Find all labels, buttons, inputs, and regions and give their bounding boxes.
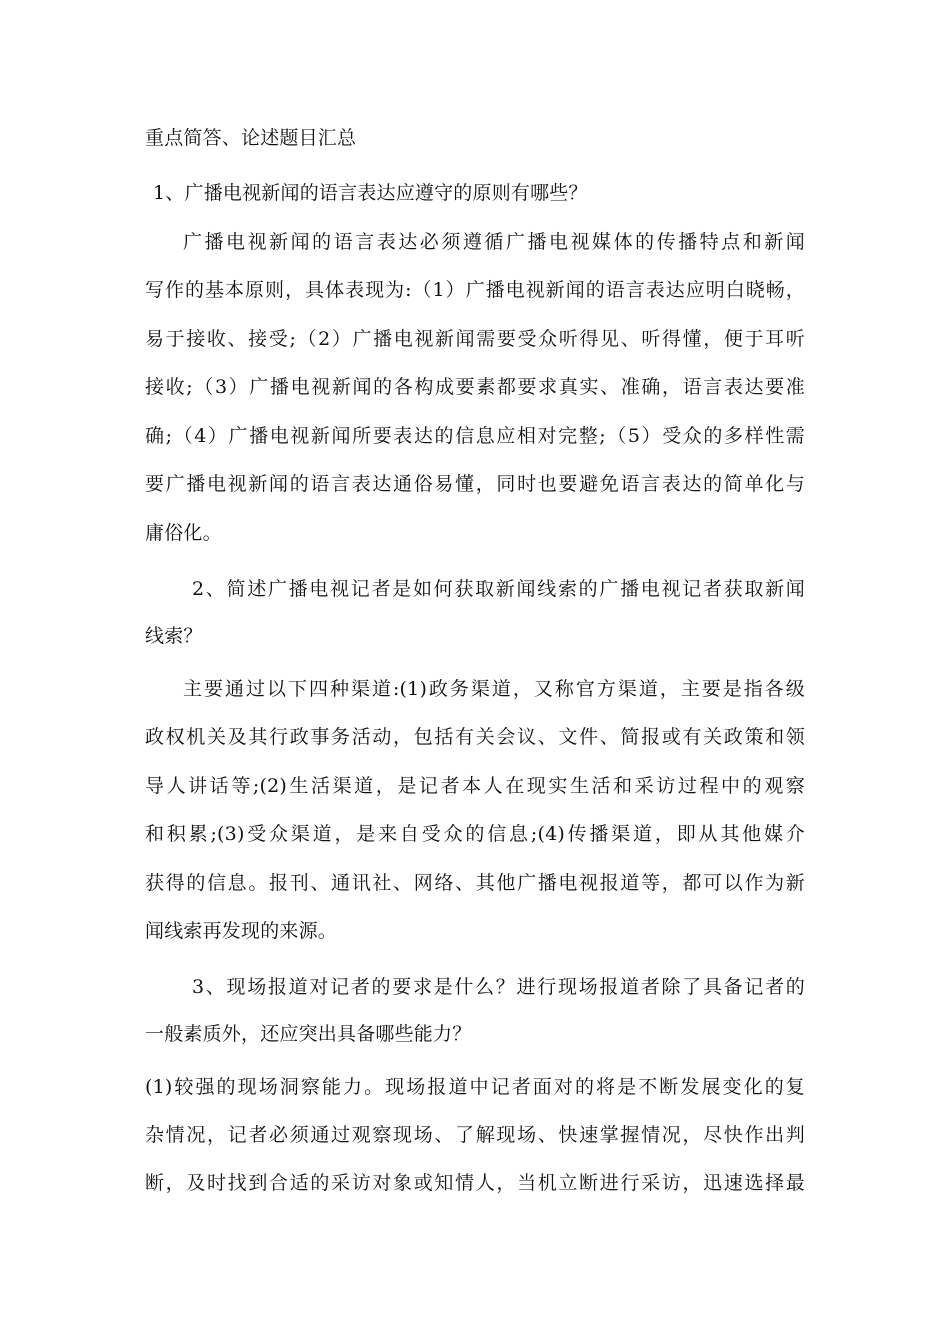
answer-2-line-1: 主要通过以下四种渠道:(1)政务渠道，又称官方渠道，主要是指各级 xyxy=(183,678,805,700)
answer-1-line-3: 易于接收、接受;（2）广播电视新闻需要受众听得见、听得懂，便于耳听 xyxy=(145,328,805,350)
answer-3-line-3: 断，及时找到合适的采访对象或知情人，当机立断进行采访，迅速选择最 xyxy=(145,1172,805,1194)
answer-1-line-6: 要广播电视新闻的语言表达通俗易懂，同时也要避免语言表达的简单化与 xyxy=(145,473,805,495)
answer-1-line-5: 确;（4）广播电视新闻所要表达的信息应相对完整;（5）受众的多样性需 xyxy=(145,425,805,447)
answer-2-line-2: 政权机关及其行政事务活动，包括有关会议、文件、简报或有关政策和领 xyxy=(145,726,805,748)
answer-3-line-2: 杂情况，记者必须通过观察现场、了解现场、快速掌握情况，尽快作出判 xyxy=(145,1124,805,1146)
answer-1-line-2: 写作的基本原则，具体表现为:（1）广播电视新闻的语言表达应明白晓畅， xyxy=(145,279,805,301)
answer-1-line-7: 庸俗化。 xyxy=(145,522,222,544)
answer-2-line-4: 和积累;(3)受众渠道，是来自受众的信息;(4)传播渠道，即从其他媒介 xyxy=(145,823,805,845)
answer-3-line-1: (1)较强的现场洞察能力。现场报道中记者面对的将是不断发展变化的复 xyxy=(145,1076,805,1098)
question-1-line-1: 1、广播电视新闻的语言表达应遵守的原则有哪些？ xyxy=(153,182,588,204)
question-3-line-1: 3、现场报道对记者的要求是什么？进行现场报道者除了具备记者的 xyxy=(192,976,805,998)
question-2-line-1: 2、简述广播电视记者是如何获取新闻线索的广播电视记者获取新闻 xyxy=(192,578,805,600)
question-3-line-2: 一般素质外，还应突出具备哪些能力？ xyxy=(145,1023,472,1045)
answer-2-line-5: 获得的信息。报刊、通讯社、网络、其他广播电视报道等，都可以作为新 xyxy=(145,872,805,894)
answer-2-line-3: 导人讲话等;(2)生活渠道，是记者本人在现实生活和采访过程中的观察 xyxy=(145,775,805,797)
answer-2-line-6: 闻线索再发现的来源。 xyxy=(145,920,338,942)
answer-1-line-1: 广播电视新闻的语言表达必须遵循广播电视媒体的传播特点和新闻 xyxy=(183,231,805,253)
document-title: 重点简答、论述题目汇总 xyxy=(145,127,357,149)
answer-1-line-4: 接收;（3）广播电视新闻的各构成要素都要求真实、准确，语言表达要准 xyxy=(145,376,805,398)
question-2-line-2: 线索？ xyxy=(145,625,203,647)
